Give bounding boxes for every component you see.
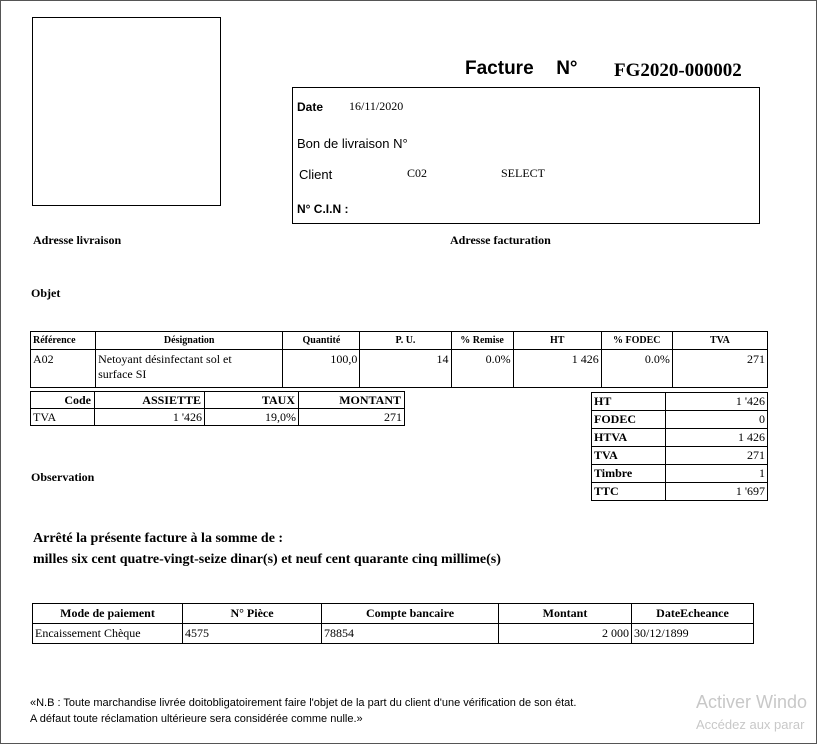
item-fodec: 0.0%	[601, 350, 672, 388]
payment-table	[32, 603, 754, 644]
total-stamp-value: 1	[666, 465, 768, 483]
total-ttc-value: 1 '697	[666, 483, 768, 501]
table-row	[31, 409, 405, 426]
pay-col-amount: Montant	[499, 604, 632, 624]
delivery-note-label: Bon de livraison N°	[297, 136, 408, 151]
total-stamp-label: Timbre	[592, 465, 666, 483]
windows-activation-watermark-title: Activer Windo	[696, 692, 808, 712]
pay-col-mode: Mode de paiement	[33, 604, 183, 624]
object-label: Objet	[31, 286, 61, 300]
table-row	[31, 350, 768, 388]
tax-base: 1 '426	[95, 409, 205, 426]
tax-code: TVA	[31, 409, 95, 426]
col-reference: Référence	[31, 332, 96, 350]
col-discount: % Remise	[451, 332, 513, 350]
total-ht-label: HT	[592, 393, 666, 411]
totals-row	[592, 411, 768, 429]
payment-header-row	[33, 604, 754, 624]
item-quantity: 100,0	[283, 350, 360, 388]
invoice-number: FG2020-000002	[614, 60, 742, 81]
col-tva: TVA	[672, 332, 767, 350]
date-value: 16/11/2020	[349, 99, 404, 113]
total-fodec-value: 0	[666, 411, 768, 429]
totals-row	[592, 429, 768, 447]
col-ht: HT	[513, 332, 601, 350]
item-designation-line2: surface SI	[98, 367, 147, 381]
invoice-title: Facture N°	[465, 58, 578, 79]
client-label: Client	[299, 167, 333, 182]
items-header-row	[31, 332, 768, 350]
date-label: Date	[297, 100, 324, 114]
client-name: SELECT	[501, 166, 545, 180]
item-unit-price: 14	[360, 350, 451, 388]
cin-label: N° C.I.N :	[297, 202, 349, 216]
item-discount: 0.0%	[451, 350, 513, 388]
amount-words-text: milles six cent quatre-vingt-seize dinar(s) et neuf cent quarante cinq millime(s)	[33, 552, 501, 567]
totals-row	[592, 483, 768, 501]
item-tva: 271	[672, 350, 767, 388]
total-ht-value: 1 '426	[666, 393, 768, 411]
totals-row	[592, 447, 768, 465]
col-fodec: % FODEC	[601, 332, 672, 350]
item-designation	[96, 350, 283, 388]
tax-rate: 19,0%	[205, 409, 299, 426]
client-code: C02	[407, 166, 428, 180]
total-ttc-label: TTC	[592, 483, 666, 501]
windows-activation-watermark-subtitle: Accédez aux parar	[696, 717, 805, 732]
total-tva-value: 271	[666, 447, 768, 465]
logo-placeholder	[32, 17, 221, 206]
tax-col-code: Code	[31, 392, 95, 409]
pay-mode: Encaissement Chèque	[33, 624, 183, 644]
tax-col-rate: TAUX	[205, 392, 299, 409]
pay-col-account: Compte bancaire	[322, 604, 499, 624]
table-row	[33, 624, 754, 644]
items-table	[30, 331, 768, 388]
delivery-address-label: Adresse livraison	[33, 233, 122, 247]
totals-row	[592, 465, 768, 483]
item-designation-line1: Netoyant désinfectant sol et	[98, 352, 232, 366]
footer-note-line1: «N.B : Toute marchandise livrée doitobligatoirement faire l'objet de la part du client d'une vérification de son état.	[30, 697, 577, 709]
pay-col-piece: N° Pièce	[183, 604, 322, 624]
footer-note-line2: A défaut toute réclamation ultérieure sera considérée comme nulle.»	[30, 713, 363, 725]
tax-col-base: ASSIETTE	[95, 392, 205, 409]
pay-due-date: 30/12/1899	[632, 624, 754, 644]
total-htva-value: 1 426	[666, 429, 768, 447]
tax-header-row	[31, 392, 405, 409]
totals-row	[592, 393, 768, 411]
billing-address-label: Adresse facturation	[450, 233, 551, 247]
col-designation: Désignation	[96, 332, 283, 350]
invoice-info-box	[292, 87, 760, 224]
col-quantity: Quantité	[283, 332, 360, 350]
pay-amount: 2 000	[499, 624, 632, 644]
tax-table	[30, 391, 405, 426]
totals-table	[591, 392, 768, 501]
total-htva-label: HTVA	[592, 429, 666, 447]
item-reference: A02	[31, 350, 96, 388]
total-tva-label: TVA	[592, 447, 666, 465]
observation-label: Observation	[31, 470, 95, 484]
item-ht: 1 426	[513, 350, 601, 388]
pay-piece: 4575	[183, 624, 322, 644]
tax-col-amount: MONTANT	[299, 392, 405, 409]
pay-account: 78854	[322, 624, 499, 644]
amount-words-intro: Arrêté la présente facture à la somme de :	[33, 531, 284, 546]
tax-amount: 271	[299, 409, 405, 426]
col-unit-price: P. U.	[360, 332, 451, 350]
pay-col-due-date: DateEcheance	[632, 604, 754, 624]
total-fodec-label: FODEC	[592, 411, 666, 429]
